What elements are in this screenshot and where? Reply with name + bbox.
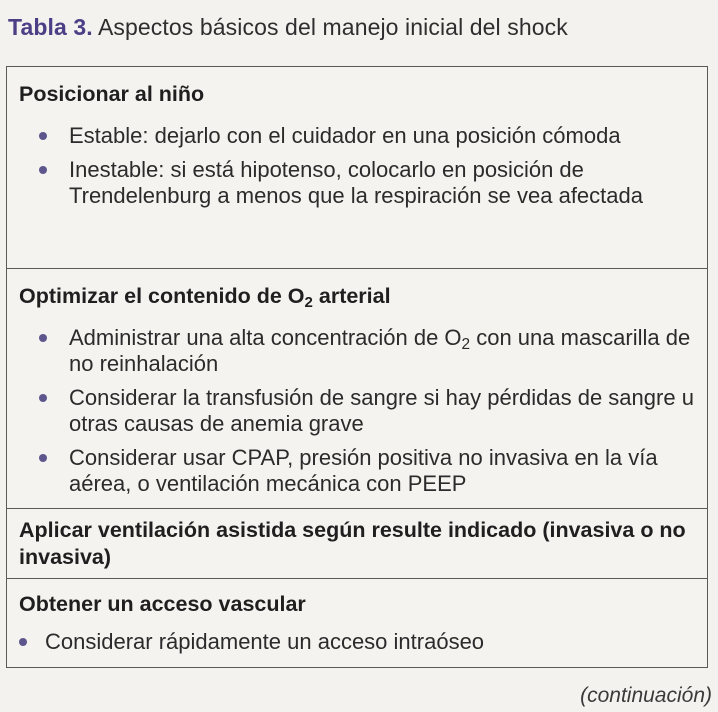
bullet-icon — [19, 638, 27, 646]
subscript: 2 — [461, 335, 471, 353]
section-heading: Aplicar ventilación asistida según resulte indicado (invasiva o no invasiva) — [19, 518, 686, 569]
section-ventilacion — [7, 509, 707, 579]
list-item-text: Inestable: si está hipotenso, colocarlo en posición de Trendelenburg a menos que la respiración se vea afectada — [69, 157, 643, 208]
heading-text: Optimizar el contenido de O — [19, 284, 305, 308]
section-acceso-vascular — [7, 579, 707, 668]
bullet-icon — [39, 334, 47, 342]
section-heading: Obtener un acceso vascular — [19, 592, 306, 616]
list-item — [19, 445, 699, 497]
section-list — [19, 629, 699, 663]
list-item-text: Considerar usar CPAP, presión positiva no invasiva en la vía aérea, o ventilación mecánica con PEEP — [69, 445, 658, 496]
bullet-icon — [39, 132, 47, 140]
list-item — [19, 629, 699, 655]
section-heading — [19, 283, 391, 310]
list-item — [19, 325, 699, 377]
heading-subscript: 2 — [304, 293, 313, 311]
continuation-note: (continuación) — [580, 684, 712, 707]
section-posicionar — [7, 67, 707, 269]
list-item-text: Estable: dejarlo con el cuidador en una posición cómoda — [69, 123, 621, 148]
section-heading: Posicionar al niño — [19, 82, 205, 106]
list-item — [19, 123, 699, 149]
table-caption — [8, 14, 568, 41]
list-item-text: Considerar rápidamente un acceso intraóseo — [45, 629, 485, 654]
bullet-icon — [39, 394, 47, 402]
bullet-icon — [39, 454, 47, 462]
list-item — [19, 385, 699, 437]
bullet-icon — [39, 166, 47, 174]
table-title: Aspectos básicos del manejo inicial del shock — [97, 14, 568, 40]
table-number: Tabla 3. — [8, 14, 93, 40]
text-part: Administrar una alta concentración de O — [69, 325, 462, 350]
section-optimizar — [7, 269, 707, 509]
list-item-text: Considerar la transfusión de sangre si hay pérdidas de sangre u otras causas de anemia grave — [69, 385, 694, 436]
heading-text-end: arterial — [312, 284, 391, 308]
list-item-text — [69, 325, 690, 376]
section-list — [19, 123, 699, 217]
table-box — [6, 66, 708, 668]
text-part-end: con una mascarilla de no reinhalación — [69, 325, 691, 376]
list-item — [19, 157, 699, 209]
section-list — [19, 325, 699, 505]
